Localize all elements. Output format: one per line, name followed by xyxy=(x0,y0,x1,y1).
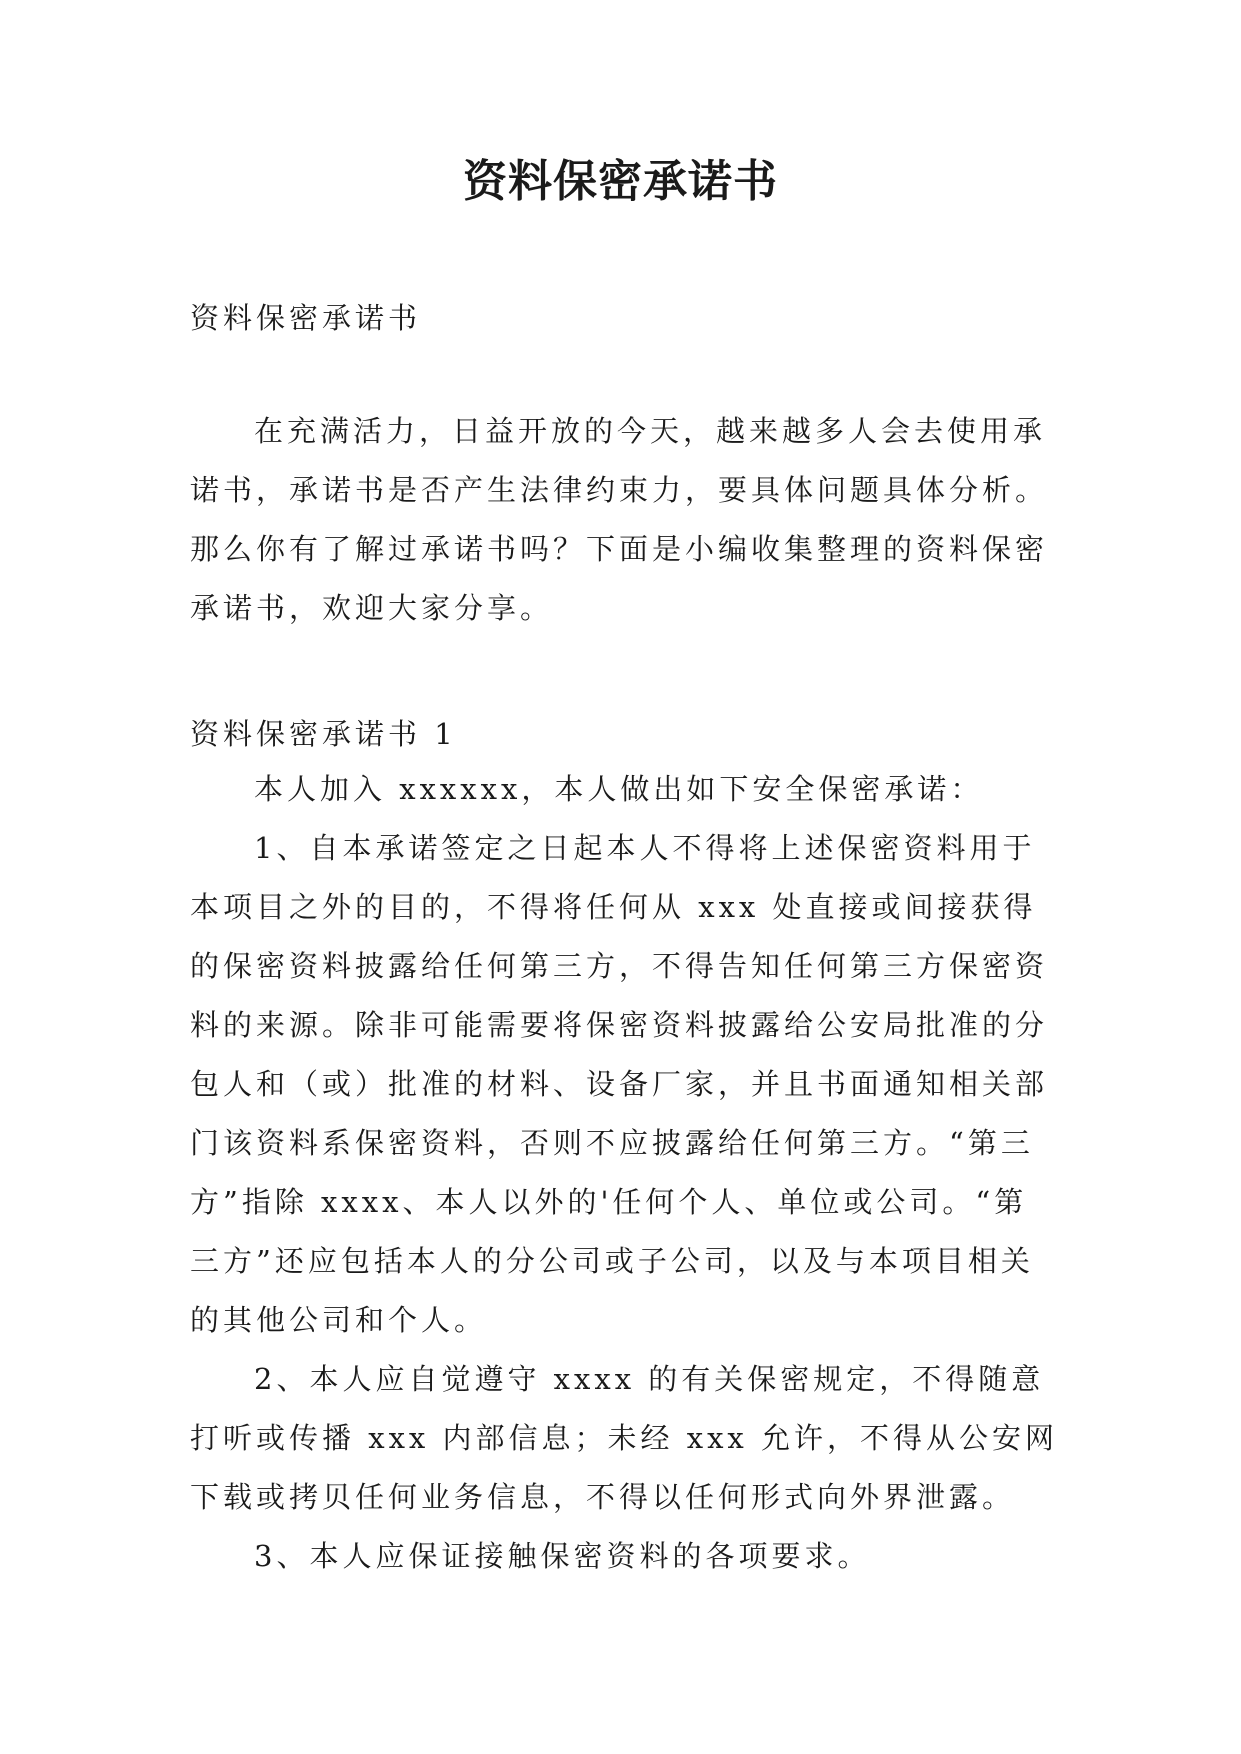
paragraph-clause-2: 2、本人应自觉遵守 xxxx 的有关保密规定，不得随意打听或传播 xxx 内部信息；未经 xxx 允许，不得从公安网下载或拷贝任何业务信息，不得以任何形式向外界泄露。 xyxy=(190,1362,1059,1514)
paragraph-clause-3: 3、本人应保证接触保密资料的各项要求。 xyxy=(254,1539,871,1573)
page-title: 资料保密承诺书 xyxy=(463,156,778,207)
paragraph-clause-1: 1、自本承诺签定之日起本人不得将上述保密资料用于本项目之外的目的，不得将任何从 xxx 处直接或间接获得的保密资料披露给任何第三方，不得告知任何第三方保密资料的来源。除非可能需要将保密资料披露给公安局批准的分包人和（或）批准的材料、设备厂家，并且书面通知相关部门该资料系保密资料，否则不应披露给任何第三方。“第三方”指除 xxxx、本人以外的'任何个人、单位或公司。“第三方”还应包括本人的分公司或子公司，以及与本项目相关的其他公司和个人。 xyxy=(190,831,1049,1337)
intro-paragraph: 在充满活力，日益开放的今天，越来越多人会去使用承诺书，承诺书是否产生法律约束力，要具体问题具体分析。那么你有了解过承诺书吗？下面是小编收集整理的资料保密承诺书，欢迎大家分享。 xyxy=(190,414,1049,625)
section-body xyxy=(190,760,1060,1586)
document-subtitle: 资料保密承诺书 xyxy=(190,301,422,335)
paragraph-preamble: 本人加入 xxxxxx，本人做出如下安全保密承诺： xyxy=(254,772,984,806)
section-title: 资料保密承诺书 1 xyxy=(190,717,457,751)
